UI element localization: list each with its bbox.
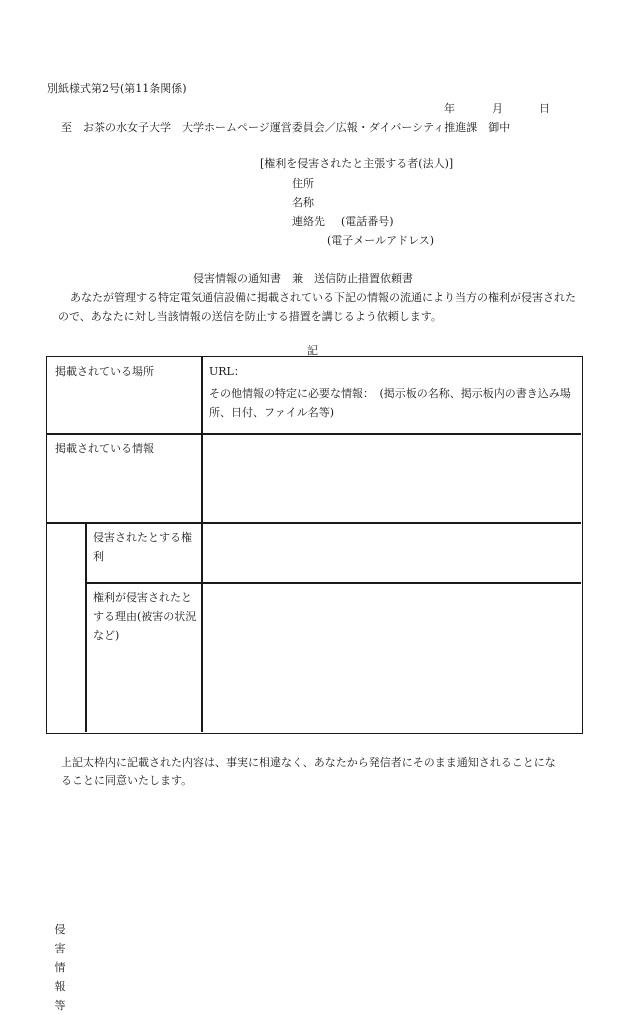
addressee: 至 お茶の水女子大学 大学ホームページ運営委員会／広報・ダイバーシティ推進課 御中 [61,121,511,134]
posted-info-label: 掲載されている情報 [55,442,154,455]
infringement-group-label: 侵害情報等 [54,923,66,1012]
row-divider [47,433,581,435]
infringed-right-label: 侵害されたとする権利 [93,531,192,563]
other-info-text: その他情報の特定に必要な情報： (掲示板の名称、掲示板内の書き込み場所、日付、ファイル名等) [209,387,571,419]
claimant-heading: [権利を侵害されたと主張する者(法人)] [260,157,454,170]
form-number: 別紙様式第2号(第11条関係) [47,82,187,95]
date-day: 日 [539,102,550,115]
url-label: URL： [209,365,245,378]
consent-statement: 上記太枠内に記載された内容は、事実に相違なく、あなたから発信者にそのまま通知されることになることに同意いたします。 [61,756,556,787]
claimant-contact-label: 連絡先 [292,215,325,228]
date-month: 月 [492,102,503,115]
document-title: 侵害情報の通知書 兼 送信防止措置依頼書 [193,272,413,285]
column-divider [85,522,87,732]
ki-heading: 記 [307,344,318,357]
request-body-text: あなたが管理する特定電気通信設備に掲載されている下記の情報の流通により当方の権利が侵害されたので、あなたに対し当該情報の送信を防止する措置を講じるよう依頼します。 [58,291,576,323]
claimant-phone-label: (電話番号) [341,215,394,228]
column-divider [201,357,203,732]
row-divider [86,582,581,584]
date-line [0,100,630,114]
claimant-email-label: (電子メールアドレス) [327,234,435,247]
row-divider [47,522,581,524]
location-label: 掲載されている場所 [55,365,154,378]
claimant-address-label: 住所 [292,177,314,190]
date-year: 年 [444,102,455,115]
infringement-reason-label: 権利が侵害されたとする理由(被害の状況など) [93,591,197,642]
claimant-name-label: 名称 [292,196,314,209]
